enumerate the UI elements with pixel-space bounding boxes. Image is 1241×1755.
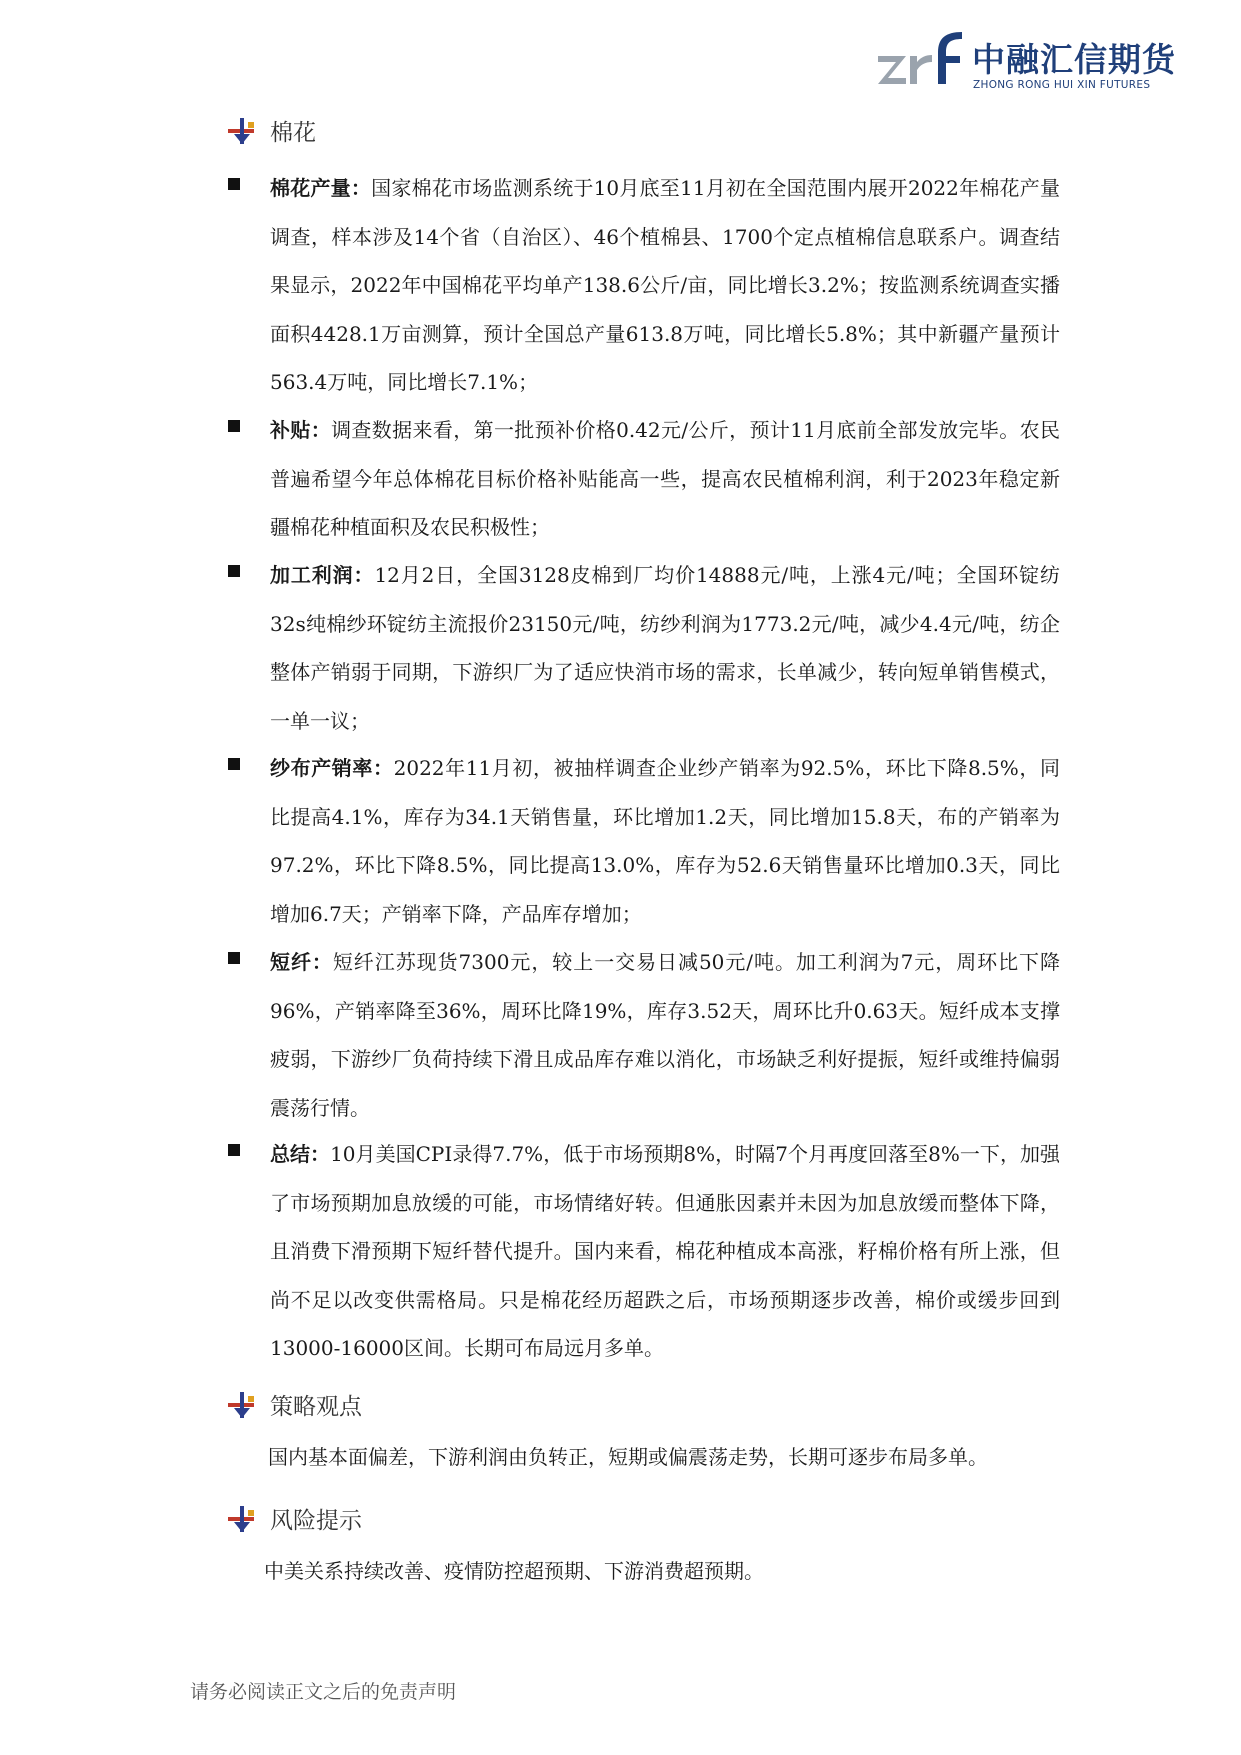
logo-name-cn: 中融汇信期货	[972, 40, 1176, 79]
section-title: 风险提示	[270, 1507, 362, 1534]
risk-text: 中美关系持续改善、疫情防控超预期、下游消费超预期。	[264, 1559, 764, 1583]
section-title: 棉花	[270, 119, 316, 146]
bullet-body: 2022年11月初，被抽样调查企业纱产销率为92.5%，环比下降8.5%，同比提高4.1%，库存为34.1天销售量，环比增加1.2天，同比增加15.8天，布的产销率为97.2%，环比下降8.5%，同比提高13.0%，库存为52.6天销售量环比增加0.3天，同比增加6.7天；产销率下降，产品库存增加；	[270, 756, 1060, 926]
bullet-square-icon	[228, 758, 240, 770]
zrf-logo-mark-icon	[876, 26, 966, 96]
disclaimer-footer: 请务必阅读正文之后的免责声明	[190, 1681, 457, 1703]
arrow-plus-icon	[226, 1388, 258, 1420]
logo-name-en: ZHONG RONG HUI XIN FUTURES	[973, 79, 1151, 91]
bullet-square-icon	[228, 1144, 240, 1156]
arrow-plus-icon	[226, 1502, 258, 1534]
section-title: 策略观点	[270, 1393, 362, 1420]
bullet-label: 总结：	[270, 1142, 331, 1166]
strategy-text: 国内基本面偏差，下游利润由负转正，短期或偏震荡走势，长期可逐步布局多单。	[268, 1445, 988, 1469]
bullet-label: 补贴：	[270, 418, 332, 442]
bullet-square-icon	[228, 952, 240, 964]
bullet-square-icon	[228, 178, 240, 190]
section-strategy-heading	[226, 1386, 362, 1422]
company-logo	[876, 26, 1176, 96]
bullet-label: 纱布产销率：	[270, 756, 394, 780]
bullet-label: 加工利润：	[270, 563, 375, 587]
bullet-label: 棉花产量：	[270, 176, 372, 200]
section-risk-heading	[226, 1500, 362, 1536]
bullet-body: 调查数据来看，第一批预补价格0.42元/公斤，预计11月底前全部发放完毕。农民普遍希望今年总体棉花目标价格补贴能高一些，提高农民植棉利润，利于2023年稳定新疆棉花种植面积及农民积极性；	[270, 418, 1061, 539]
bullet-body: 10月美国CPI录得7.7%，低于市场预期8%，时隔7个月再度回落至8%一下，加强了市场预期加息放缓的可能，市场情绪好转。但通胀因素并未因为加息放缓而整体下降，且消费下滑预期下短纤替代提升。国内来看，棉花种植成本高涨，籽棉价格有所上涨，但尚不足以改变供需格局。只是棉花经历超跌之后，市场预期逐步改善，棉价或缓步回到13000-16000区间。长期可布局远月多单。	[270, 1142, 1060, 1360]
bullet-label: 短纤：	[270, 950, 333, 974]
bullet-body: 短纤江苏现货7300元，较上一交易日减50元/吨。加工利润为7元，周环比下降96%，产销率降至36%，周环比降19%，库存3.52天，周环比升0.63天。短纤成本支撑疲弱，下游纱厂负荷持续下滑且成品库存难以消化，市场缺乏利好提振，短纤或维持偏弱震荡行情。	[270, 950, 1061, 1120]
section-cotton-heading	[226, 112, 316, 148]
bullet-square-icon	[228, 420, 240, 432]
bullet-body: 国家棉花市场监测系统于10月底至11月初在全国范围内展开2022年棉花产量调查，样本涉及14个省（自治区）、46个植棉县、1700个定点植棉信息联系户。调查结果显示，2022年中国棉花平均单产138.6公斤/亩，同比增长3.2%；按监测系统调查实播面积4428.1万亩测算，预计全国总产量613.8万吨，同比增长5.8%；其中新疆产量预计563.4万吨，同比增长7.1%；	[270, 176, 1061, 394]
arrow-plus-icon	[226, 114, 258, 146]
bullet-body: 12月2日，全国3128皮棉到厂均价14888元/吨，上涨4元/吨；全国环锭纺32s纯棉纱环锭纺主流报价23150元/吨，纺纱利润为1773.2元/吨，减少4.4元/吨，纺企整体产销弱于同期，下游织厂为了适应快消市场的需求，长单减少，转向短单销售模式，一单一议；	[270, 563, 1061, 733]
bullet-square-icon	[228, 565, 240, 577]
